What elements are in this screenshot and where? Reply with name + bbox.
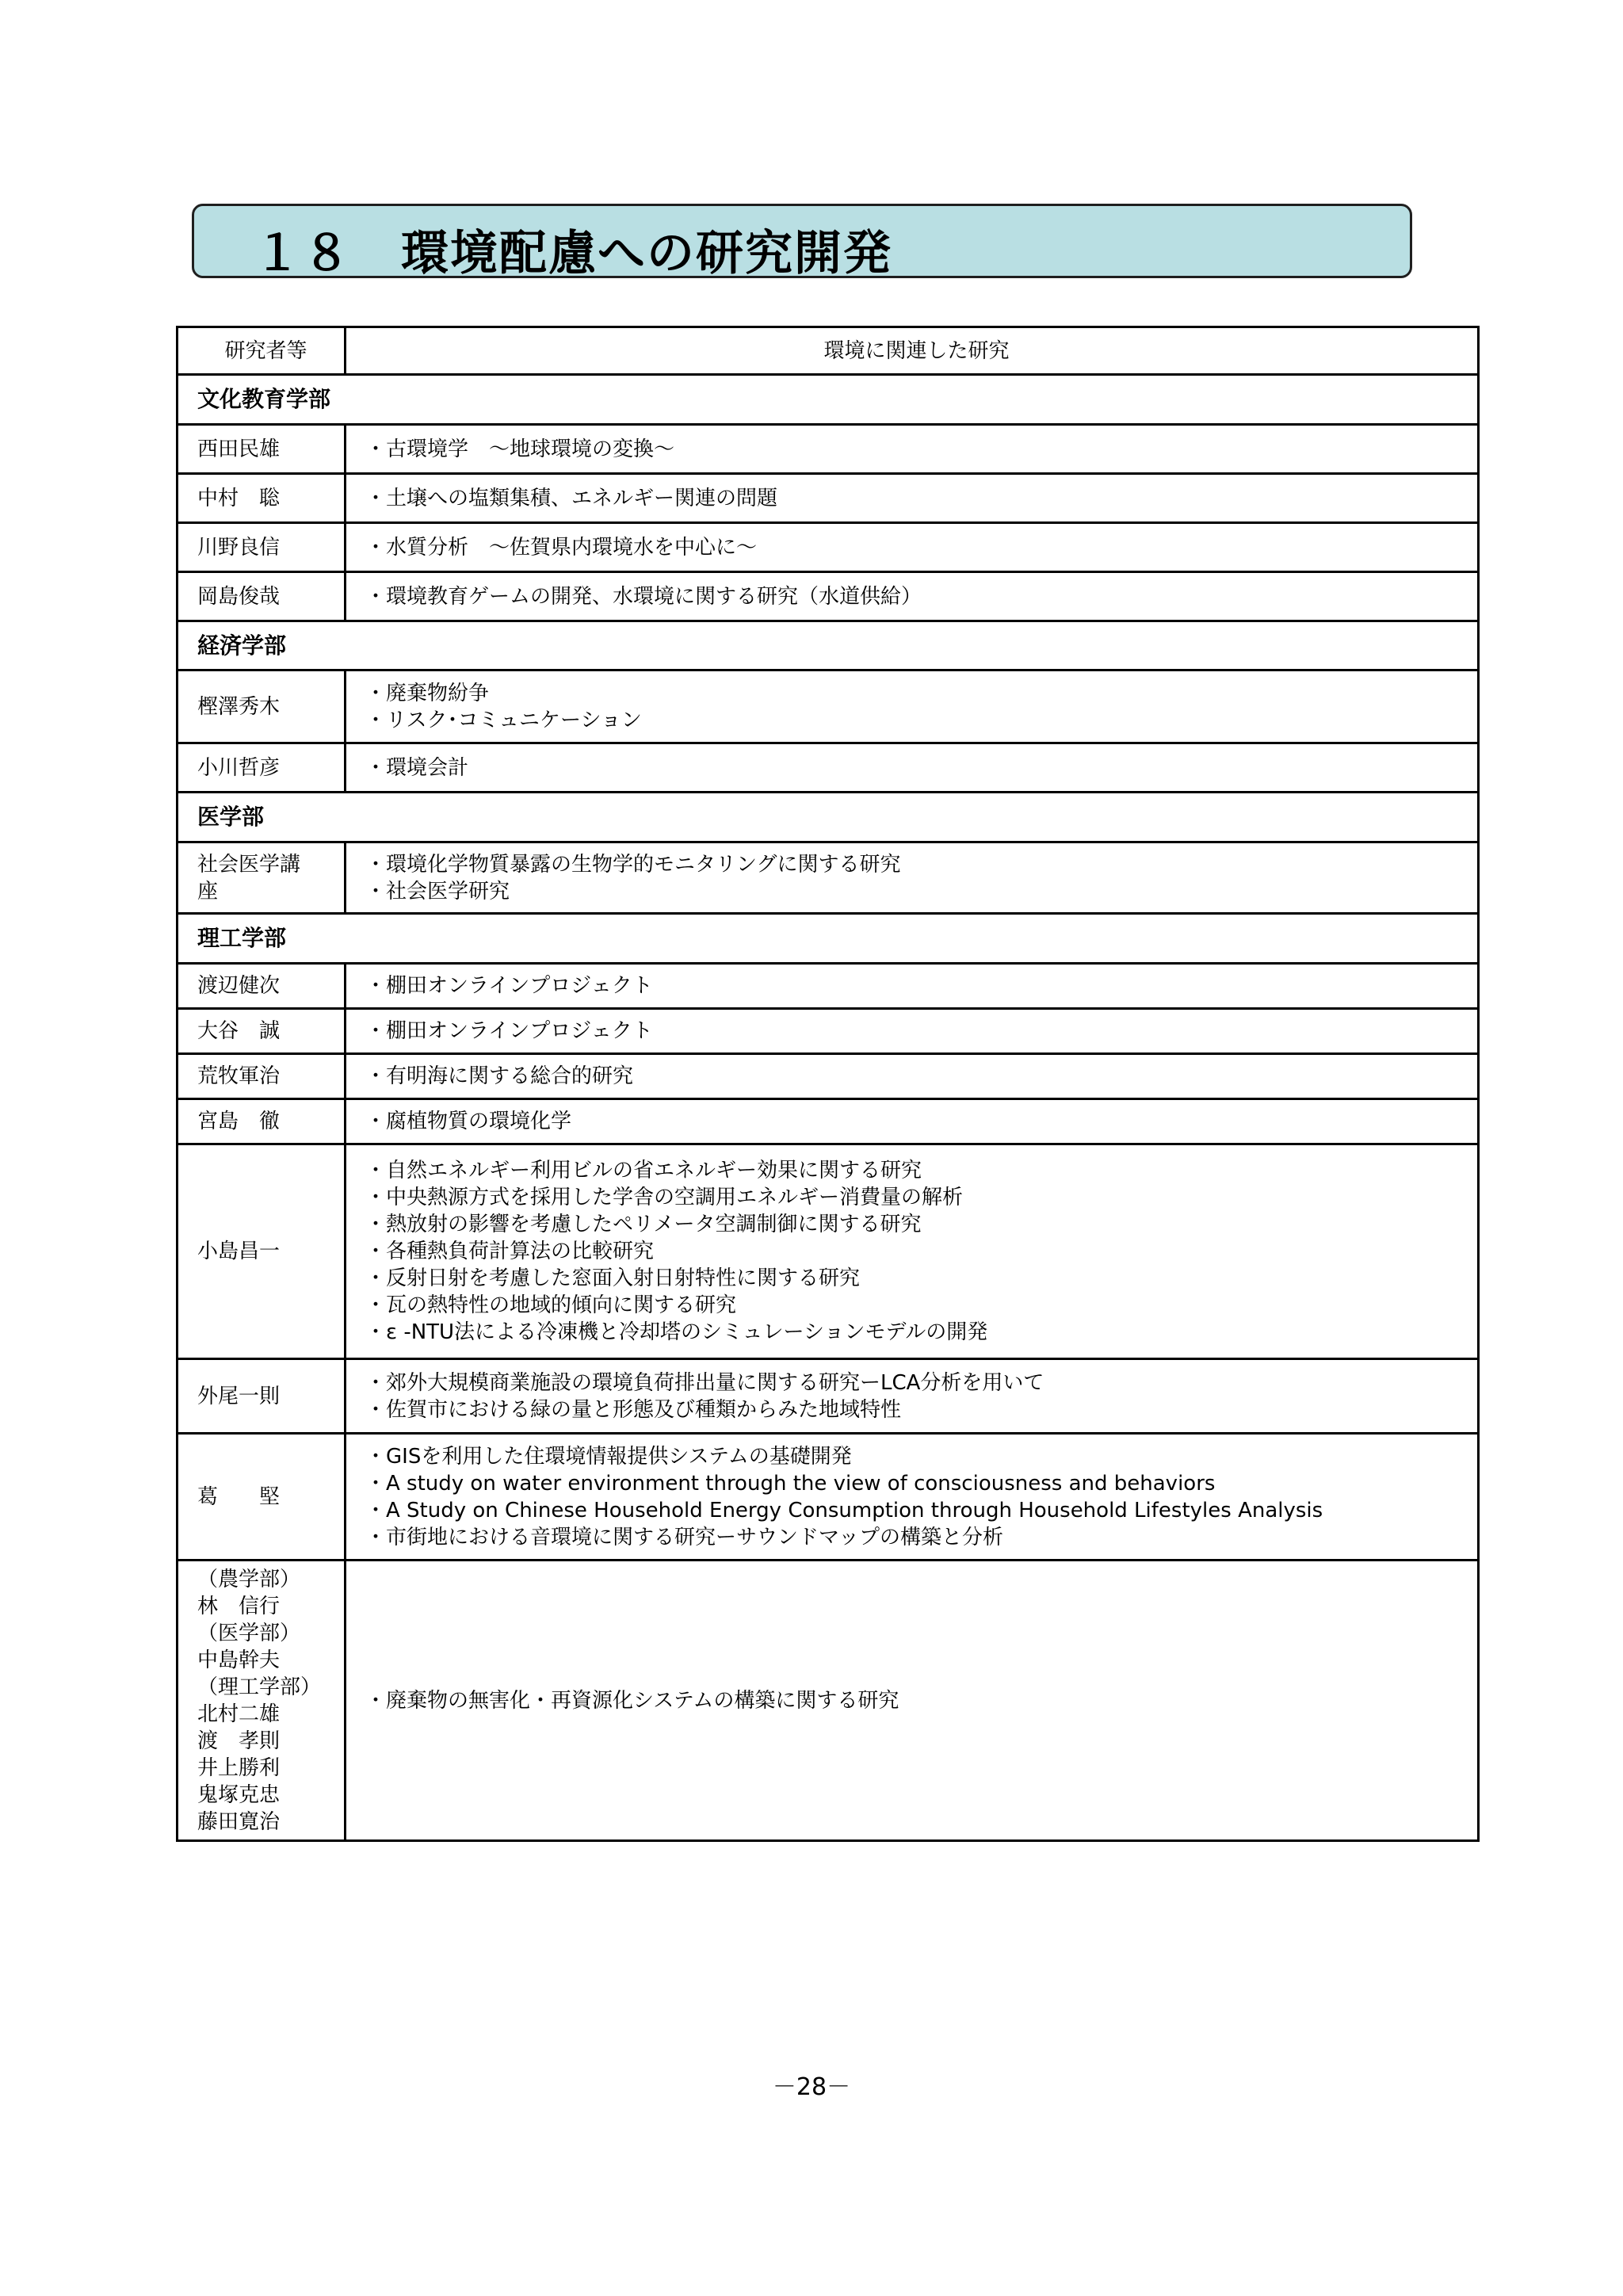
header-research: 環境に関連した研究 xyxy=(346,327,1479,375)
research-item: ・熱放射の影響を考慮したペリメータ空調制御に関する研究 xyxy=(365,1213,922,1236)
researcher-cell xyxy=(178,474,346,523)
research-item: ・有明海に関する総合的研究 xyxy=(365,1064,634,1088)
department-name: 文化教育学部 xyxy=(178,375,1479,425)
research-item: ・瓦の熱特性の地域的傾向に関する研究 xyxy=(365,1293,737,1317)
research-item: ・環境教育ゲームの開発、水環境に関する研究（水道供給） xyxy=(365,584,922,609)
research-item: ・棚田オンラインプロジェクト xyxy=(365,1019,653,1043)
research-item: ・環境会計 xyxy=(365,755,469,780)
researcher-name: 中村 聡 xyxy=(197,486,281,510)
researcher-name: 北村二雄 xyxy=(197,1702,281,1726)
researcher-name: 荒牧軍治 xyxy=(197,1064,281,1088)
researcher-cell xyxy=(178,1144,346,1359)
section-title-box xyxy=(192,204,1412,281)
table-row xyxy=(178,743,1479,793)
department-name: 医学部 xyxy=(178,793,1479,842)
researcher-name: 中島幹夫 xyxy=(197,1648,281,1672)
researcher-cell xyxy=(178,1434,346,1561)
page-title: １８ 環境配慮への研究開発 xyxy=(254,226,892,281)
research-item: ・市街地における音環境に関する研究ーサウンドマップの構築と分析 xyxy=(365,1525,1003,1549)
research-cell xyxy=(346,1009,1479,1054)
researcher-name: 葛 堅 xyxy=(197,1484,281,1509)
table-row xyxy=(178,1561,1479,1841)
research-item: ・リスク･コミュニケーション xyxy=(365,708,642,732)
department-row xyxy=(178,375,1479,425)
research-item: ・ε -NTU法による冷凍機と冷却塔のシミュレーションモデルの開発 xyxy=(365,1320,988,1344)
researcher-name: 宮島 徹 xyxy=(197,1110,281,1133)
researcher-name: 鬼塚克忠 xyxy=(197,1782,281,1807)
research-cell xyxy=(346,474,1479,523)
researcher-name: 座 xyxy=(197,879,219,904)
research-item: ・A study on water environment through the view of consciousness and behaviors xyxy=(365,1471,1216,1496)
department-row xyxy=(178,621,1479,670)
research-item: ・棚田オンラインプロジェクト xyxy=(365,974,653,998)
research-item: ・中央熱源方式を採用した学舎の空調用エネルギー消費量の解析 xyxy=(365,1186,964,1209)
research-cell xyxy=(346,1359,1479,1434)
research-item: ・A Study on Chinese Household Energy Consumption through Household Lifestyles Analysis xyxy=(365,1498,1323,1522)
research-item: ・各種熱負荷計算法の比較研究 xyxy=(365,1240,655,1263)
researcher-name: 社会医学講 xyxy=(197,852,301,877)
research-item: ・佐賀市における緑の量と形態及び種類からみた地域特性 xyxy=(365,1397,902,1422)
researcher-name: 井上勝利 xyxy=(197,1755,281,1780)
page-number: －28－ xyxy=(772,2073,851,2101)
research-item: ・土壌への塩類集積、エネルギー関連の問題 xyxy=(365,486,778,510)
table-row xyxy=(178,523,1479,572)
researcher-name: 小川哲彦 xyxy=(197,755,281,780)
research-cell xyxy=(346,842,1479,914)
researcher-cell xyxy=(178,1359,346,1434)
research-cell xyxy=(346,523,1479,572)
table-row xyxy=(178,1144,1479,1359)
researcher-cell xyxy=(178,1561,346,1841)
department-row xyxy=(178,793,1479,842)
researcher-name: （農学部） xyxy=(197,1567,301,1591)
table-row xyxy=(178,964,1479,1009)
researcher-name: （医学部） xyxy=(197,1621,301,1645)
research-cell xyxy=(346,1561,1479,1841)
research-cell xyxy=(346,1099,1479,1144)
researcher-name: 藤田寛治 xyxy=(197,1809,281,1834)
researcher-cell xyxy=(178,842,346,914)
department-row xyxy=(178,914,1479,964)
table-row xyxy=(178,474,1479,523)
research-item: ・環境化学物質暴露の生物学的モニタリングに関する研究 xyxy=(365,852,901,877)
research-item: ・郊外大規模商業施設の環境負荷排出量に関する研究ーLCA分析を用いて xyxy=(365,1370,1044,1395)
researcher-cell xyxy=(178,572,346,621)
research-item: ・社会医学研究 xyxy=(365,879,510,904)
research-item: ・反射日射を考慮した窓面入射日射特性に関する研究 xyxy=(365,1266,861,1290)
research-cell xyxy=(346,964,1479,1009)
table-row xyxy=(178,572,1479,621)
researcher-name: （理工学部） xyxy=(197,1675,322,1699)
researcher-name: 小島昌一 xyxy=(197,1240,281,1263)
table-header-row xyxy=(178,327,1479,375)
table-row xyxy=(178,1054,1479,1099)
researcher-cell xyxy=(178,743,346,793)
researcher-name: 渡辺健次 xyxy=(197,974,281,998)
researcher-name: 岡島俊哉 xyxy=(197,584,281,609)
researcher-cell xyxy=(178,425,346,474)
table-row xyxy=(178,842,1479,914)
research-cell xyxy=(346,1054,1479,1099)
researcher-cell xyxy=(178,670,346,743)
header-researcher: 研究者等 xyxy=(178,327,346,375)
department-name: 理工学部 xyxy=(178,914,1479,964)
table-row xyxy=(178,425,1479,474)
research-item: ・廃棄物の無害化・再資源化システムの構築に関する研究 xyxy=(365,1688,899,1713)
researcher-name: 川野良信 xyxy=(197,535,281,560)
research-item: ・古環境学 ～地球環境の変換～ xyxy=(365,437,675,461)
table-row xyxy=(178,1359,1479,1434)
research-cell xyxy=(346,1434,1479,1561)
researcher-cell xyxy=(178,523,346,572)
table-row xyxy=(178,670,1479,743)
table-row xyxy=(178,1434,1479,1561)
research-item: ・廃棄物紛争 xyxy=(365,681,490,705)
research-item: ・GISを利用した住環境情報提供システムの基礎開発 xyxy=(365,1444,852,1469)
table-row xyxy=(178,1009,1479,1054)
research-item: ・自然エネルギー利用ビルの省エネルギー効果に関する研究 xyxy=(365,1159,922,1182)
researcher-name: 外尾一則 xyxy=(197,1384,281,1408)
researcher-cell xyxy=(178,964,346,1009)
department-name: 経済学部 xyxy=(178,621,1479,670)
research-cell xyxy=(346,743,1479,793)
researcher-name: 大谷 誠 xyxy=(197,1019,281,1043)
researcher-name: 西田民雄 xyxy=(197,437,281,461)
researcher-cell xyxy=(178,1054,346,1099)
research-item: ・水質分析 ～佐賀県内環境水を中心に～ xyxy=(365,535,758,560)
research-cell xyxy=(346,572,1479,621)
researcher-name: 渡 孝則 xyxy=(197,1729,281,1753)
researcher-cell xyxy=(178,1099,346,1144)
researcher-cell xyxy=(178,1009,346,1054)
researcher-name: 樫澤秀木 xyxy=(197,694,281,719)
researcher-name: 林 信行 xyxy=(197,1594,281,1618)
research-cell xyxy=(346,670,1479,743)
research-table xyxy=(176,326,1480,1842)
research-item: ・腐植物質の環境化学 xyxy=(365,1110,572,1133)
research-cell xyxy=(346,1144,1479,1359)
research-cell xyxy=(346,425,1479,474)
table-row xyxy=(178,1099,1479,1144)
